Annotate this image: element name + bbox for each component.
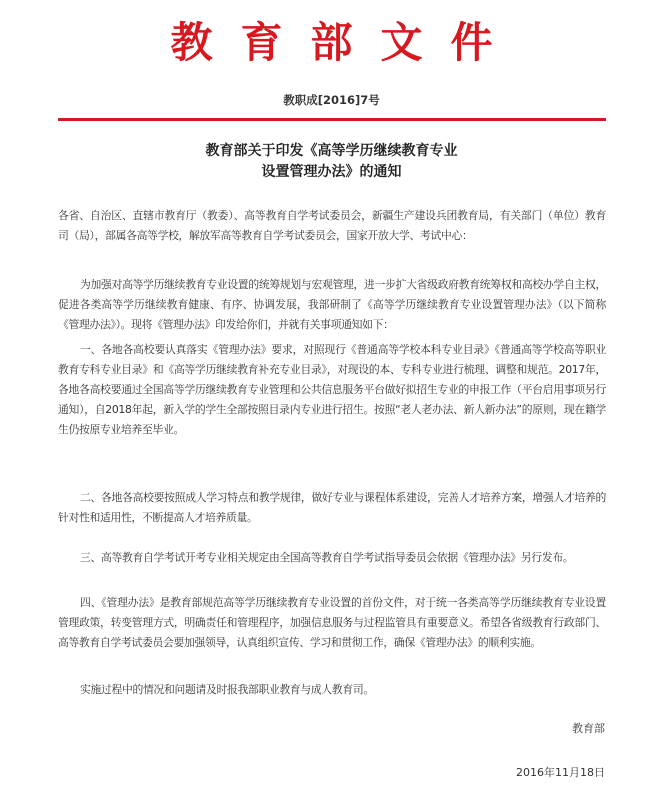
paragraph-intro: 为加强对高等学历继续教育专业设置的统筹规划与宏观管理，进一步扩大省级政府教育统筹权和高校办学自主权，促进各类高等学历继续教育健康、有序、协调发展，我部研制了《高等学历继续教育专业设置管理办法》（以下简称《管理办法》）。现将《管理办法》印发给你们，并就有关事项通知如下： (58, 278, 606, 331)
notice-title-line-2: 设置管理办法》的通知 (261, 164, 402, 180)
document-number: 教职成[2016]7号 (283, 93, 380, 107)
paragraph-item-3: 三、高等教育自学考试开考专业相关规定由全国高等教育自学考试指导委员会依据《管理办法》另行发布。 (80, 551, 574, 564)
paragraph-item-2: 二、各地各高校要按照成人学习特点和教学规律，做好专业与课程体系建设，完善人才培养方案，增强人才培养的针对性和适用性，不断提高人才培养质量。 (58, 491, 606, 524)
header-divider (58, 118, 606, 121)
notice-title (0, 141, 663, 183)
paragraph-closing: 实施过程中的情况和问题请及时报我部职业教育与成人教育司。 (80, 683, 374, 696)
document-header-title: 教育部文件 (170, 18, 521, 67)
issuer-signature: 教育部 (572, 722, 605, 735)
paragraph-item-4: 四、《管理办法》是教育部规范高等学历继续教育专业设置的首份文件，对于统一各类高等学历继续教育专业设置管理政策，转变管理方式，明确责任和管理程序，加强信息服务与过程监管具有重要意义。希望各省级教育行政部门、高等教育自学考试委员会要加强领导，认真组织宣传、学习和贯彻工作，确保《管理办法》的顺利实施。 (58, 596, 606, 649)
notice-title-line-1: 教育部关于印发《高等学历继续教育专业 (205, 143, 458, 159)
paragraph-item-1: 一、各地各高校要认真落实《管理办法》要求，对照现行《普通高等学校本科专业目录》《普通高等学校高等职业教育专科专业目录》和《高等学历继续教育补充专业目录》，对现设的本、专科专业进行梳理、调整和规范。2017年，各地各高校要通过全国高等学历继续教育专业管理和公共信息服务平台做好拟招生专业的申报工作（平台启用事项另行通知），自2018年起，新入学的学生全部按照目录内专业进行招生。按照“老人老办法、新人新办法”的原则，现在籍学生仍按原专业培养至毕业。 (58, 343, 606, 436)
issue-date: 2016年11月18日 (516, 766, 605, 779)
salutation: 各省、自治区、直辖市教育厅（教委）、高等教育自学考试委员会，新疆生产建设兵团教育局，有关部门（单位）教育司（局），部属各高等学校，解放军高等教育自学考试委员会，国家开放大学、考试中心： (58, 209, 606, 242)
